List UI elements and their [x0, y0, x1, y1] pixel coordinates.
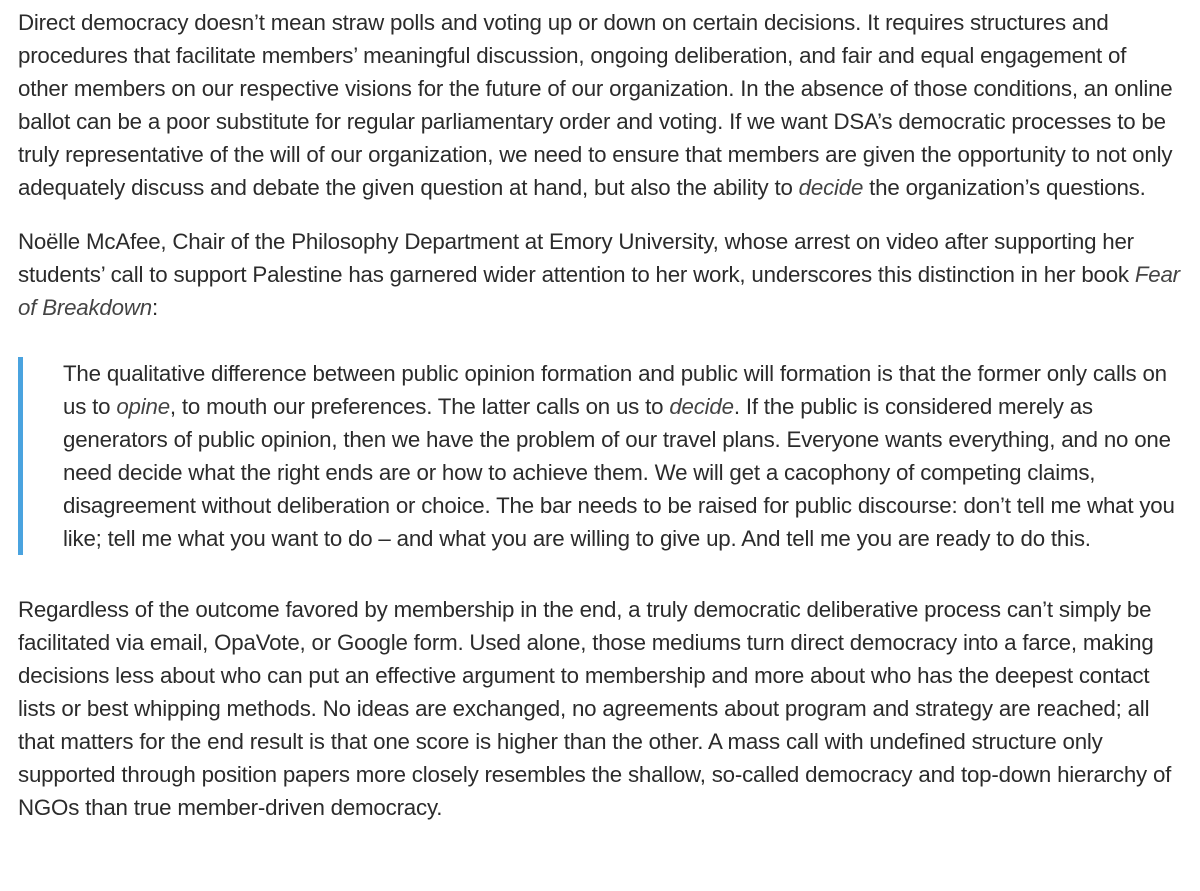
paragraph-text: Direct democracy doesn’t mean straw polls and voting up or down on certain decisions. It requires structures and procedures that facilitate members’ meaningful discussion, ongoing deliberation, and fair and equal engagement of other members on our respective visions for the future of our organization. In the absence of those conditions, an online ballot can be a poor substitute for regular parliamentary order and voting. If we want DSA’s democratic processes to be truly representative of the will of our organization, we need to ensure that members are given the opportunity to not only adequately discuss and debate the given question at hand, but also the ability to — [18, 10, 1173, 200]
quote-text — [63, 357, 1182, 555]
quote-text-part: . If the public is considered merely as generators of public opinion, then we have the problem of our travel plans. Everyone wants everything, and no one need decide what the right ends are or how to achieve them. We will get a cacophony of competing claims, disagreement without deliberation or choice. The bar needs to be raised for public discourse: don’t tell me what you like; tell me what you want to do – and what you are willing to give up. And tell me you are ready to do this. — [63, 394, 1175, 551]
paragraph-text: the organization’s questions. — [863, 175, 1146, 200]
paragraph-text: Noëlle McAfee, Chair of the Philosophy Department at Emory University, whose arrest on video after supporting her students’ call to support Palestine has garnered wider attention to her work, underscores this distinction in her book — [18, 229, 1135, 287]
quote-text-part: , to mouth our preferences. The latter calls on us to — [169, 394, 670, 419]
emphasis-opine: opine — [116, 394, 170, 419]
emphasis-decide: decide — [669, 394, 734, 419]
quote-text-part: The qualitative difference between public opinion formation and public will formation is that the former only calls on us to — [63, 361, 1167, 419]
paragraph-mcafee — [18, 225, 1182, 324]
book-title: Fear of Breakdown — [18, 262, 1180, 320]
emphasis-decide: decide — [798, 175, 864, 200]
paragraph-direct-democracy — [18, 6, 1182, 204]
paragraph-regardless — [18, 593, 1182, 824]
blockquote — [18, 357, 1182, 555]
paragraph-text: Regardless of the outcome favored by membership in the end, a truly democratic deliberative process can’t simply be facilitated via email, OpaVote, or Google form. Used alone, those mediums turn direct democracy into a farce, making decisions less about who can put an effective argument to membership and more about who has the deepest contact lists or best whipping methods. No ideas are exchanged, no agreements about program and strategy are reached; all that matters for the end result is that one score is higher than the other. A mass call with undefined structure only supported through position papers more closely resembles the shallow, so-called democracy and top-down hierarchy of NGOs than true member-driven democracy. — [18, 597, 1172, 820]
paragraph-text: : — [151, 295, 158, 320]
